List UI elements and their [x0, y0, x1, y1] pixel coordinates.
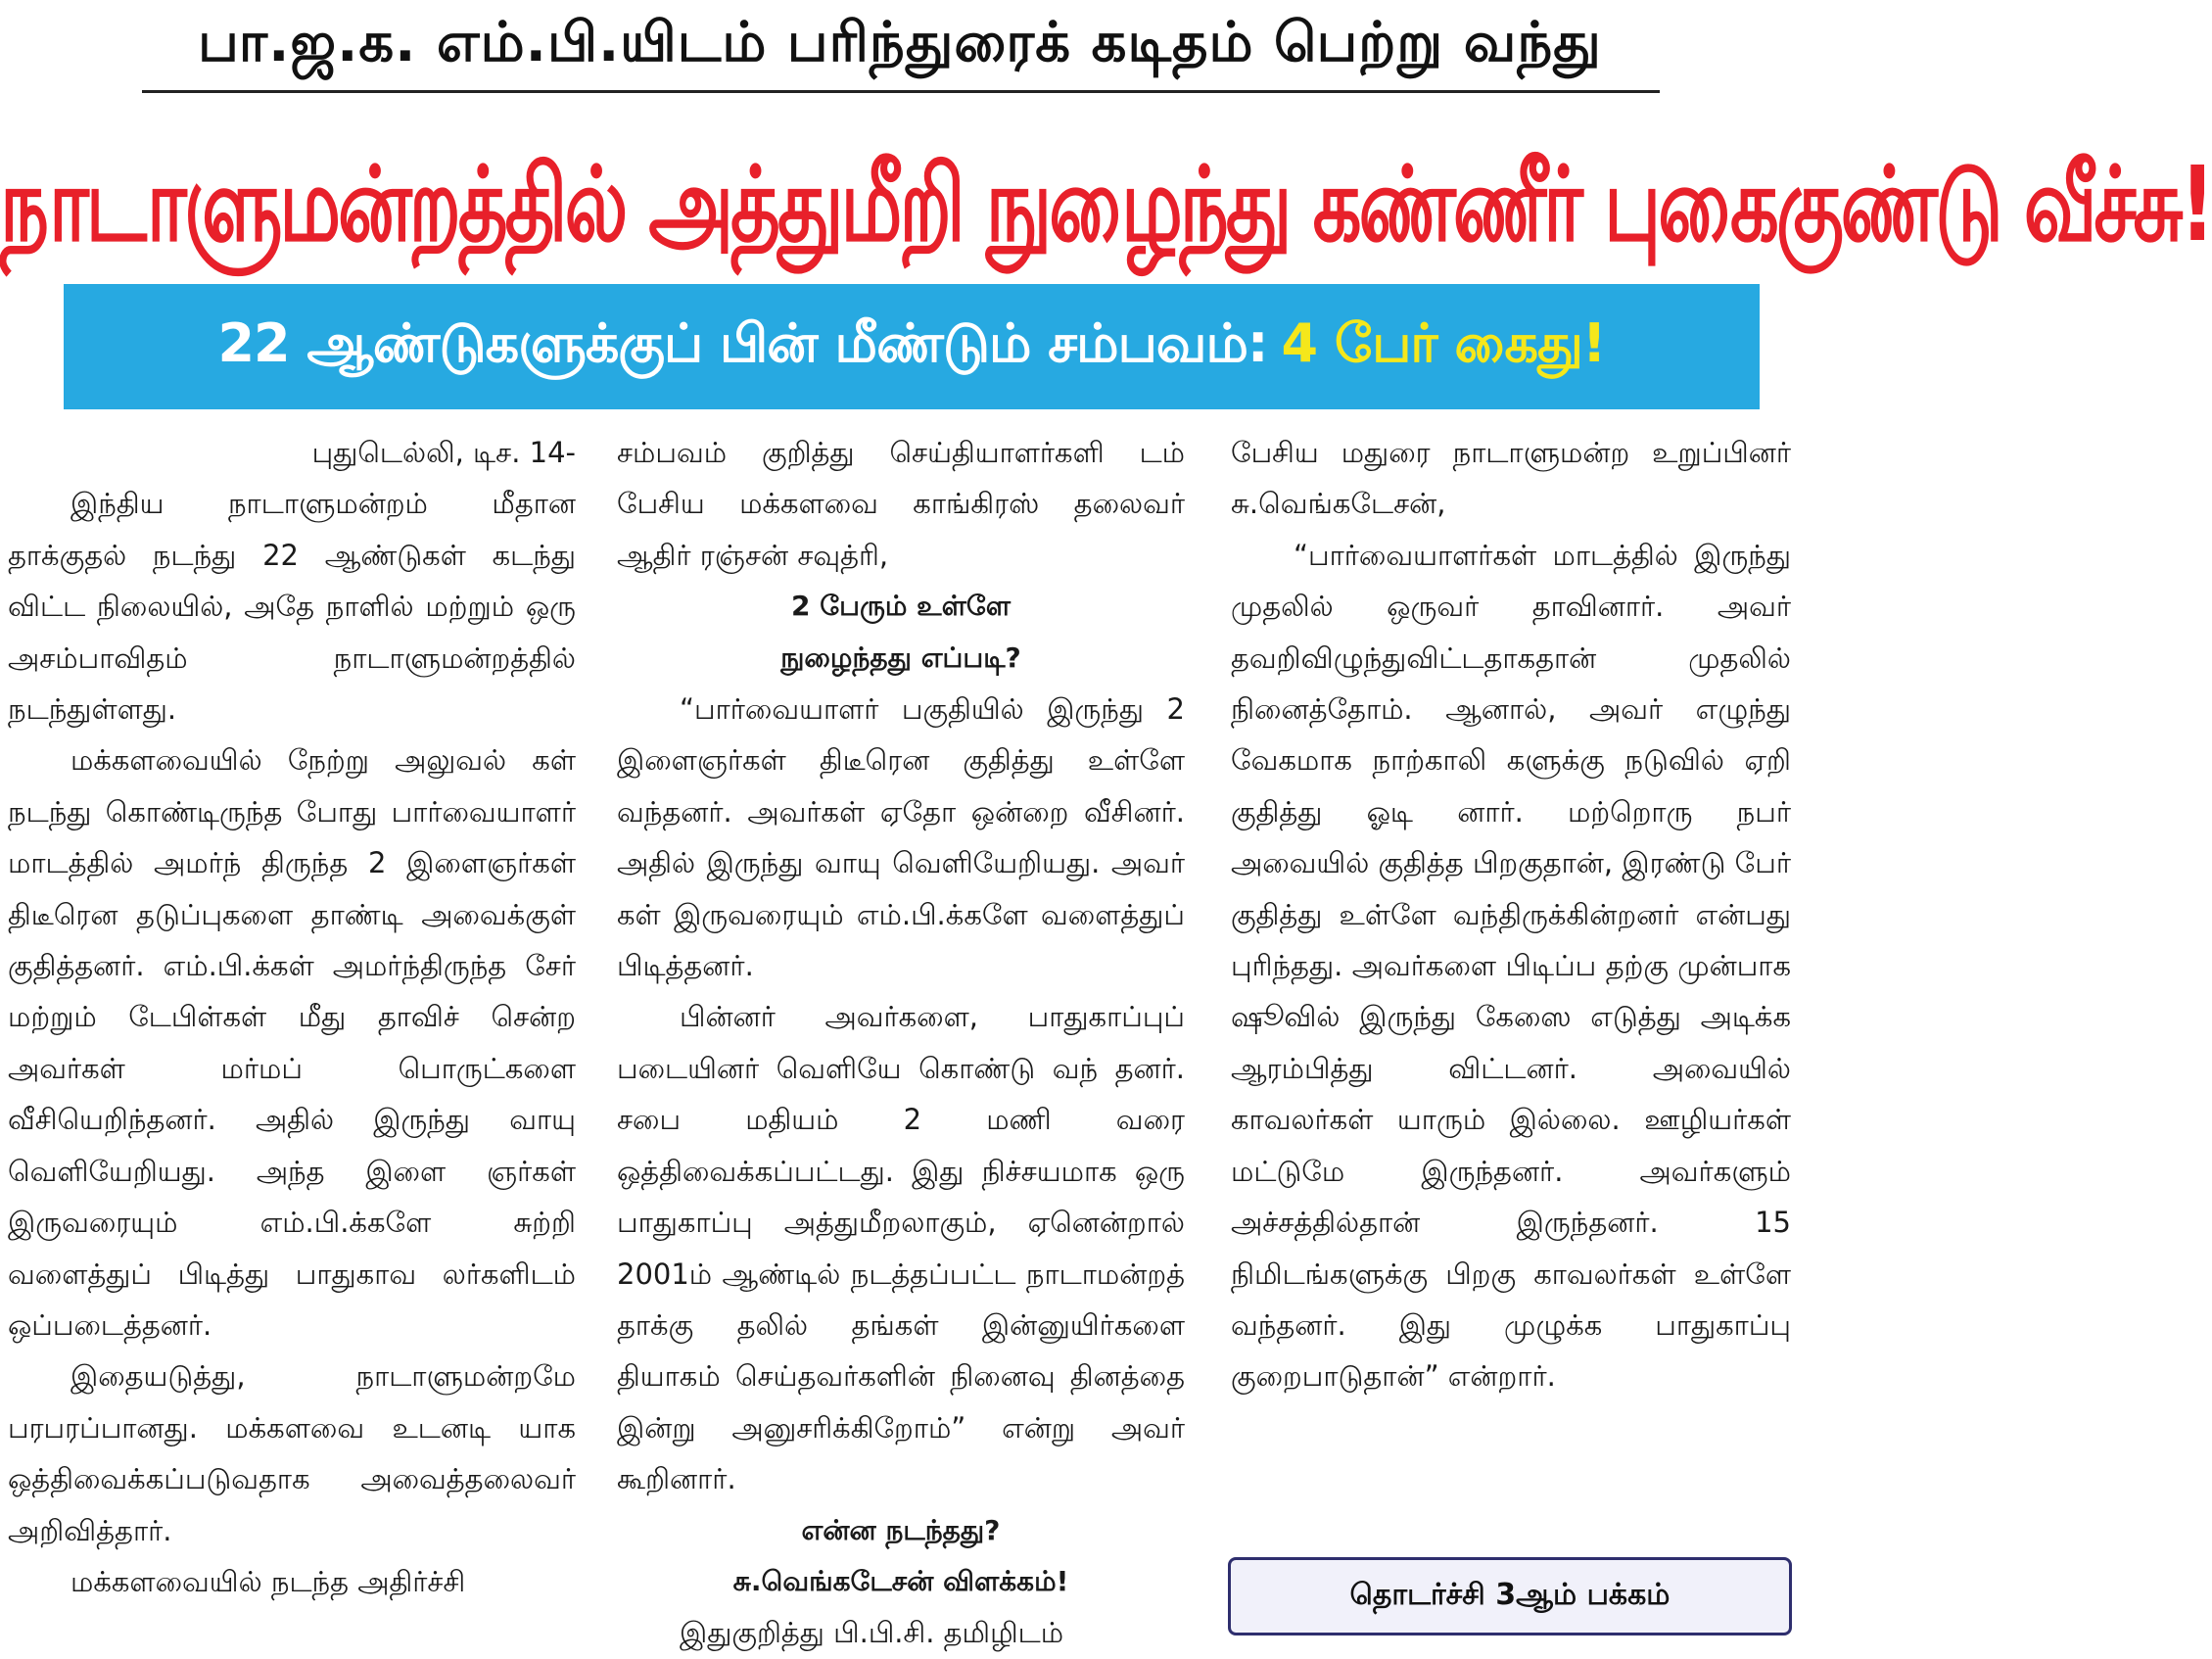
banner-main-text: 22 ஆண்டுகளுக்குப் பின் மீண்டும் சம்பவம்:	[217, 311, 1268, 374]
subheading: 2 பேரும் உள்ளே	[791, 590, 1011, 623]
dateline: புதுடெல்லி, டிச. 14-	[311, 436, 576, 469]
banner-highlight-text: 4 பேர் கைது!	[1281, 311, 1606, 374]
continued-on-page-box: தொடர்ச்சி 3ஆம் பக்கம்	[1228, 1557, 1792, 1635]
subheading: என்ன நடந்தது?	[801, 1513, 1001, 1546]
paragraph: சம்பவம் குறித்து செய்தியாளர்களி டம் பேசிய மக்களவை காங்கிரஸ் தலைவர் ஆதிர் ரஞ்சன் சவுத்ரி,	[617, 436, 1185, 572]
article-column-2	[617, 427, 1185, 1659]
article-column-1	[8, 427, 576, 1607]
paragraph: இந்திய நாடாளுமன்றம் மீதான தாக்குதல் நடந்து 22 ஆண்டுகள் கடந்து விட்ட நிலையில், அதே நாளில் மற்றும் ஒரு அசம்பாவிதம் நாடாளுமன்றத்தில் நடந்துள்ளது.	[8, 487, 576, 727]
paragraph: பின்னர் அவர்களை, பாதுகாப்புப் படையினர் வெளியே கொண்டு வந் தனர். சபை மதியம் 2 மணி வரை ஒத்திவைக்கப்பட்டது. இது நிச்சயமாக ஒரு பாதுகாப்பு அத்துமீறலாகும், ஏனென்றால் 2001ம் ஆண்டில் நடத்தப்பட்ட நாடாமன்றத் தாக்கு தலில் தங்கள் இன்னுயிர்களை தியாகம் செய்தவர்களின் நினைவு தினத்தை இன்று அனுசரிக்கிறோம்” என்று அவர் கூறினார்.	[617, 1000, 1185, 1496]
subheadline-banner	[64, 284, 1760, 409]
subheading: நுழைந்தது எப்படி?	[780, 640, 1021, 674]
paragraph: “பார்வையாளர்கள் மாடத்தில் இருந்து முதலில் ஒருவர் தாவினார். அவர் தவறிவிழுந்துவிட்டதாகதான் முதலில் நினைத்தோம். ஆனால், அவர் எழுந்து வேகமாக நாற்காலி களுக்கு நடுவில் ஏறி குதித்து ஓடி னார். மற்றொரு நபர் அவையில் குதித்த பிறகுதான், இரண்டு பேர் குதித்து உள்ளே வந்திருக்கின்றனர் என்பது புரிந்தது. அவர்களை பிடிப்ப தற்கு முன்பாக ஷூவில் இருந்து கேஸை எடுத்து அடிக்க ஆரம்பித்து விட்டனர். அவையில் காவலர்கள் யாரும் இல்லை. ஊழியர்கள் மட்டுமே இருந்தனர். அவர்களும் அச்சத்தில்தான் இருந்தனர். 15 நிமிடங்களுக்கு பிறகு காவலர்கள் உள்ளே வந்தனர். இது முழுக்க பாதுகாப்பு குறைபாடுதான்” என்றார்.	[1231, 538, 1791, 1394]
paragraph: மக்களவையில் நடந்த அதிர்ச்சி	[71, 1564, 466, 1598]
kicker-underline	[142, 90, 1660, 93]
main-headline: நாடாளுமன்றத்தில் அத்துமீறி நுழைந்து கண்ணீர் புகைகுண்டு வீச்சு!	[0, 146, 2212, 265]
paragraph: இதுகுறித்து பி.பி.சி. தமிழிடம்	[680, 1616, 1064, 1650]
paragraph: “பார்வையாளர் பகுதியில் இருந்து 2 இளைஞர்கள் திடீரென குதித்து உள்ளே வந்தனர். அவர்கள் ஏதோ ஒன்றை வீசினர். அதில் இருந்து வாயு வெளியேறியது. அவர் கள் இருவரையும் எம்.பி.க்களே வளைத்துப் பிடித்தனர்.	[617, 692, 1185, 983]
paragraph: பேசிய மதுரை நாடாளுமன்ற உறுப்பினர் சு.வெங்கடேசன்,	[1231, 436, 1791, 521]
article-column-3	[1231, 427, 1791, 1402]
subheading: சு.வெங்கடேசன் விளக்கம்!	[732, 1564, 1069, 1597]
paragraph: மக்களவையில் நேற்று அலுவல் கள் நடந்து கொண்டிருந்த போது பார்வையாளர் மாடத்தில் அமர்ந் திருந்த 2 இளைஞர்கள் திடீரென தடுப்புகளை தாண்டி அவைக்குள் குதித்தனர். எம்.பி.க்கள் அமர்ந்திருந்த சேர் மற்றும் டேபிள்கள் மீது தாவிச் சென்ற அவர்கள் மர்மப் பொருட்களை வீசியெறிந்தனர். அதில் இருந்து வாயு வெளியேறியது. அந்த இளை ஞர்கள் இருவரையும் எம்.பி.க்களே சுற்றி வளைத்துப் பிடித்து பாதுகாவ லர்களிடம் ஒப்படைத்தனர்.	[8, 743, 576, 1342]
kicker-headline: பா.ஜ.க. எம்.பி.யிடம் பரிந்துரைக் கடிதம் பெற்று வந்து	[198, 11, 1602, 74]
paragraph: இதையடுத்து, நாடாளுமன்றமே பரபரப்பானது. மக்களவை உடனடி யாக ஒத்திவைக்கப்படுவதாக அவைத்தலைவர் அறிவித்தார்.	[8, 1359, 576, 1547]
